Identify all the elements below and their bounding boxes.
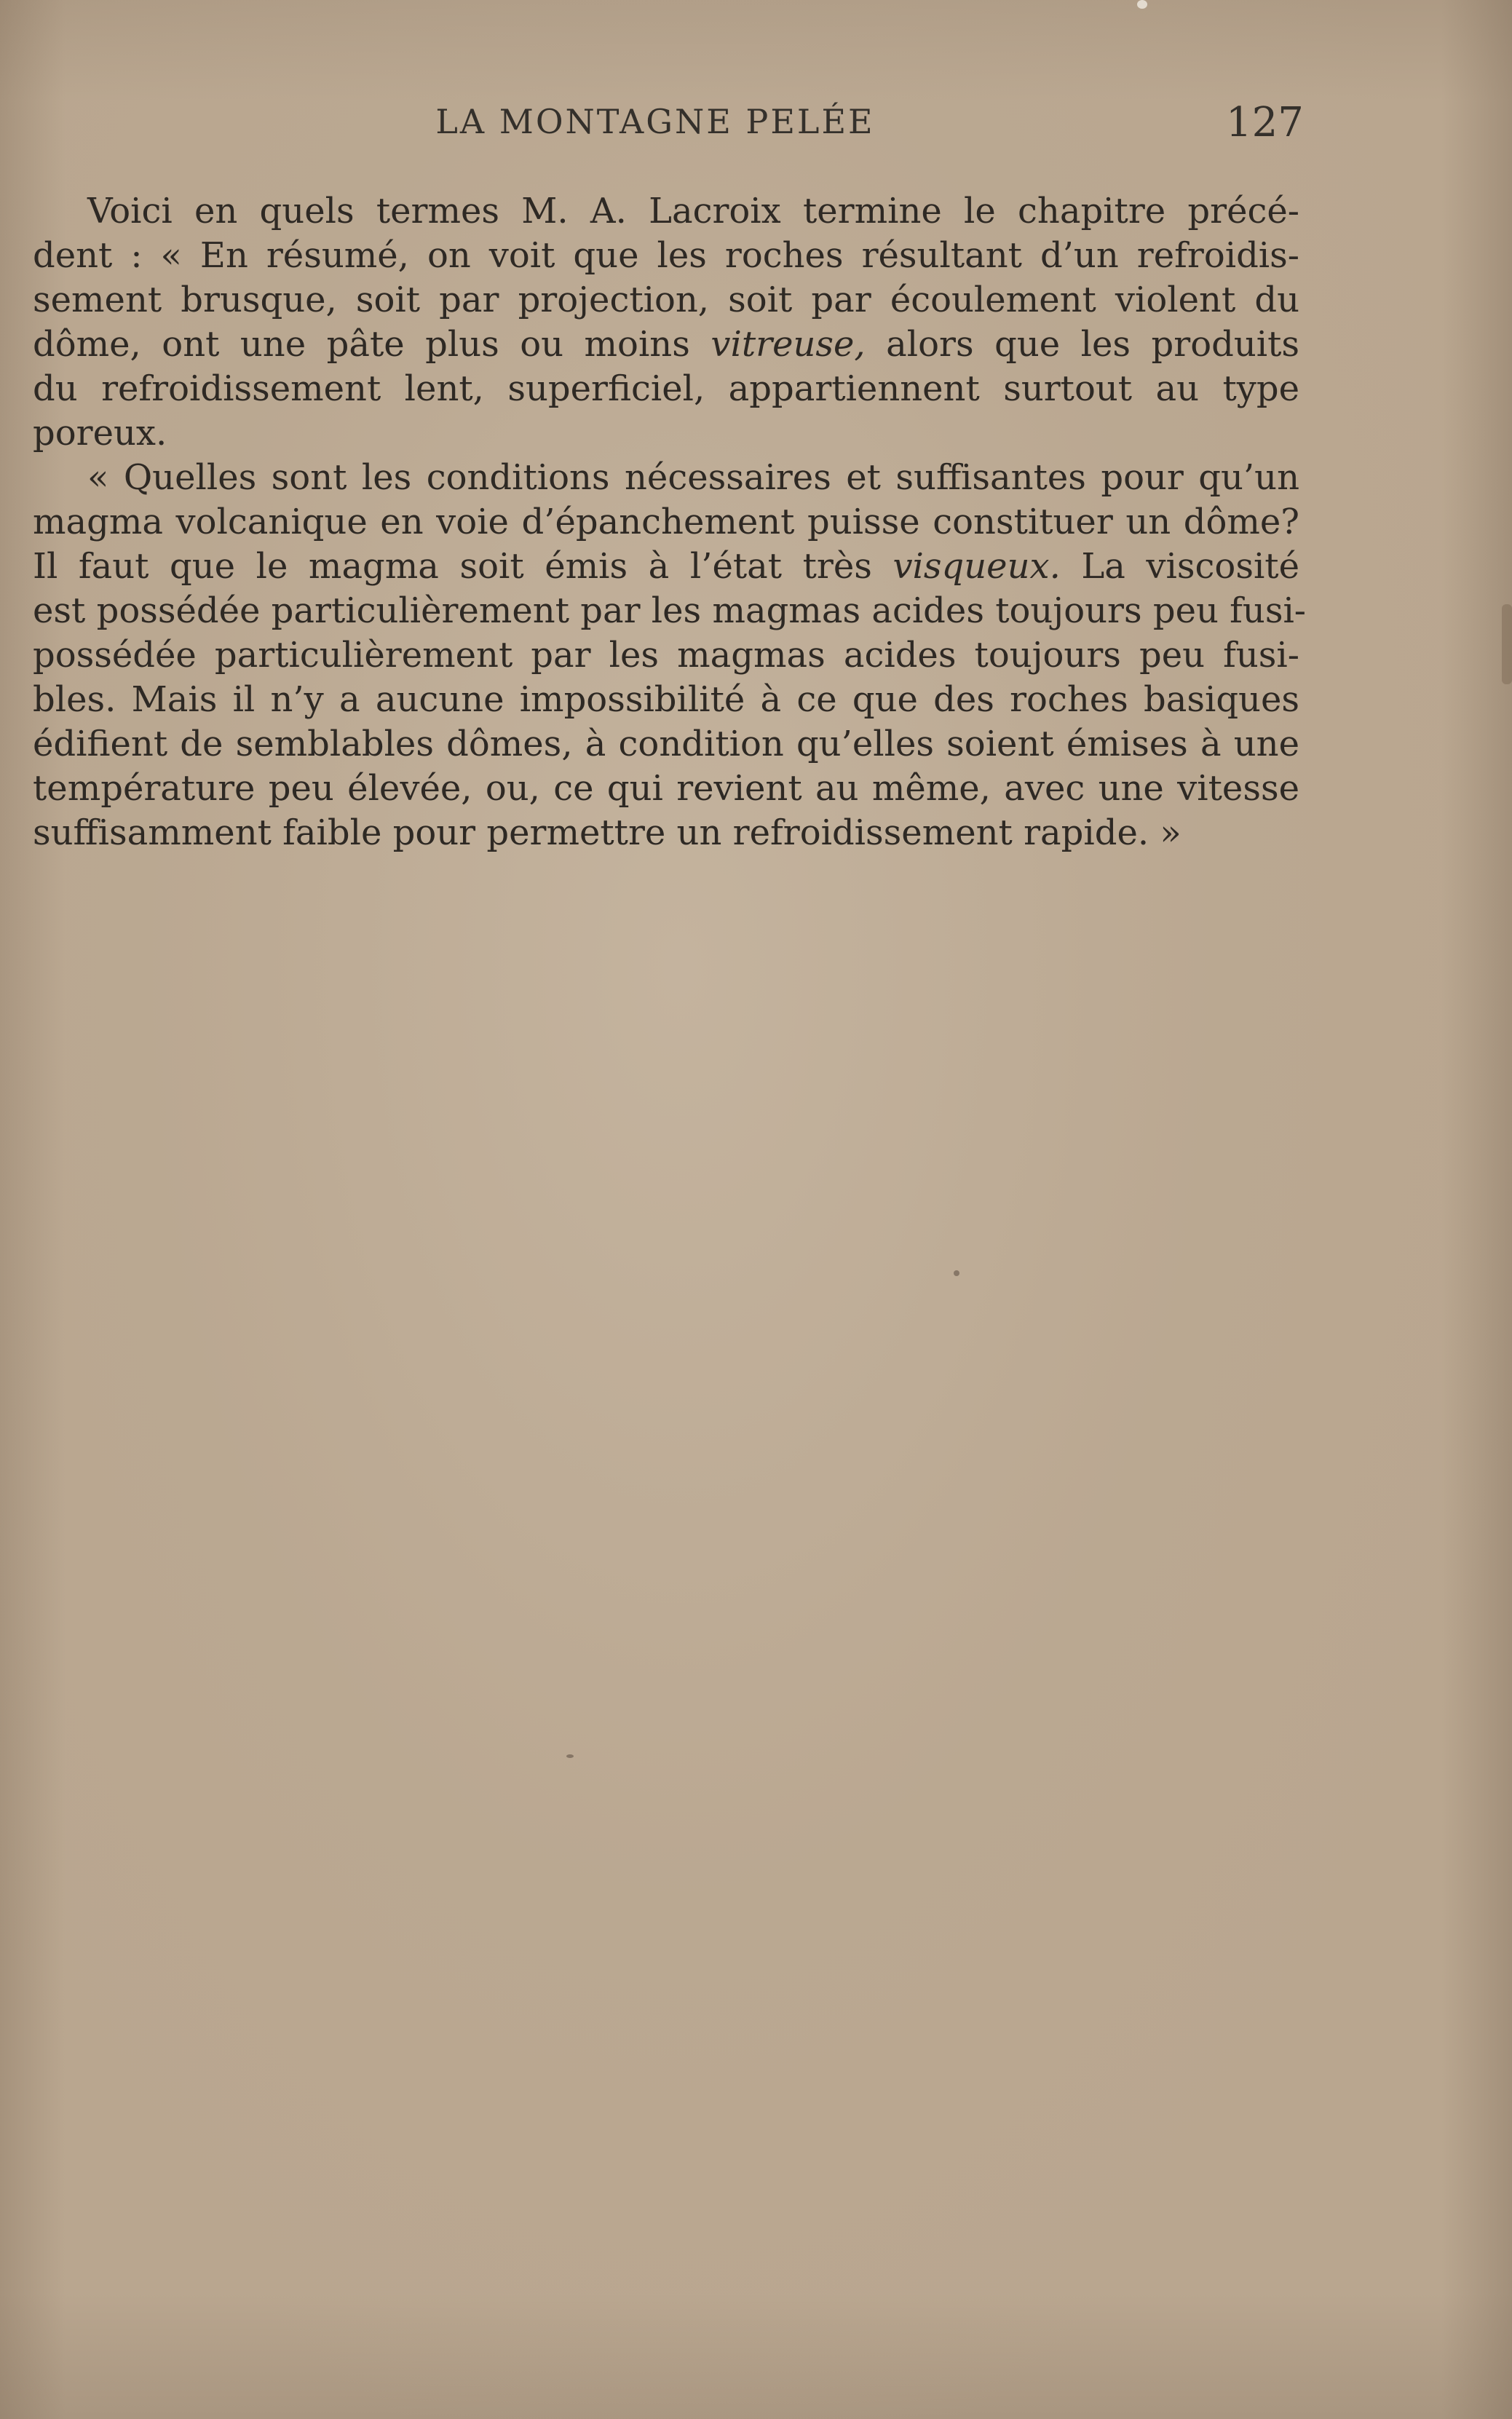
body-text [33,189,1307,855]
text-line [33,367,1299,411]
text-run: sement brusque, soit par projection, soit par écoulement violent du [33,280,1299,320]
text-line [33,678,1299,722]
text-run: température peu élevée, ou, ce qui revient au même, avec une vitesse [33,768,1299,809]
running-header [0,99,1512,153]
text-line [33,500,1299,545]
text-run: bles. Mais il n’y a aucune impossibilité à ce que des roches basiques [33,679,1299,720]
text-run: dent : « En résumé, on voit que les roches résultant d’un refroidis- [33,235,1299,276]
text-line [33,589,1307,633]
text-line [33,278,1299,322]
text-run: magma volcanique en voie d’épanchement puisse constituer un dôme? [33,502,1299,542]
text-line [33,767,1299,811]
running-title: LA MONTAGNE PELÉE [435,102,875,141]
text-line [33,234,1299,278]
text-run: alors que les produits [865,324,1300,365]
text-run: possédée particulièrement par les magmas acides toujours peu fusi- [33,635,1299,676]
italic-text-run: vitreuse, [711,324,866,365]
paper-speck [1137,0,1147,9]
page-edge-stain [1502,604,1512,684]
text-run: Voici en quels termes M. A. Lacroix termine le chapitre précé- [87,191,1299,231]
text-line [33,411,1299,456]
text-line [33,189,1299,234]
text-run: édifient de semblables dômes, à condition qu’elles soient émises à une [33,724,1299,764]
text-line [33,722,1299,767]
text-line [33,633,1299,678]
text-run: dôme, ont une pâte plus ou moins [33,324,711,365]
paper-speck [954,1270,959,1276]
italic-text-run: visqueux. [892,546,1061,587]
text-run: est possédée particulièrement par les magmas acides toujours peu fusi- [33,590,1307,631]
text-run: du refroidissement lent, superficiel, appartiennent surtout au type [33,368,1299,409]
page-number: 127 [1226,99,1304,146]
paper-speck [566,1754,574,1758]
text-line [33,811,1299,855]
text-run: La viscosité [1060,546,1299,587]
text-line [33,456,1299,500]
text-line [33,545,1299,589]
text-run: suffisamment faible pour permettre un refroidissement rapide. » [33,812,1182,853]
text-line [33,322,1299,367]
text-run: « Quelles sont les conditions nécessaires et suffisantes pour qu’un [87,457,1299,498]
text-run: poreux. [33,413,167,454]
text-run: Il faut que le magma soit émis à l’état très [33,546,893,587]
